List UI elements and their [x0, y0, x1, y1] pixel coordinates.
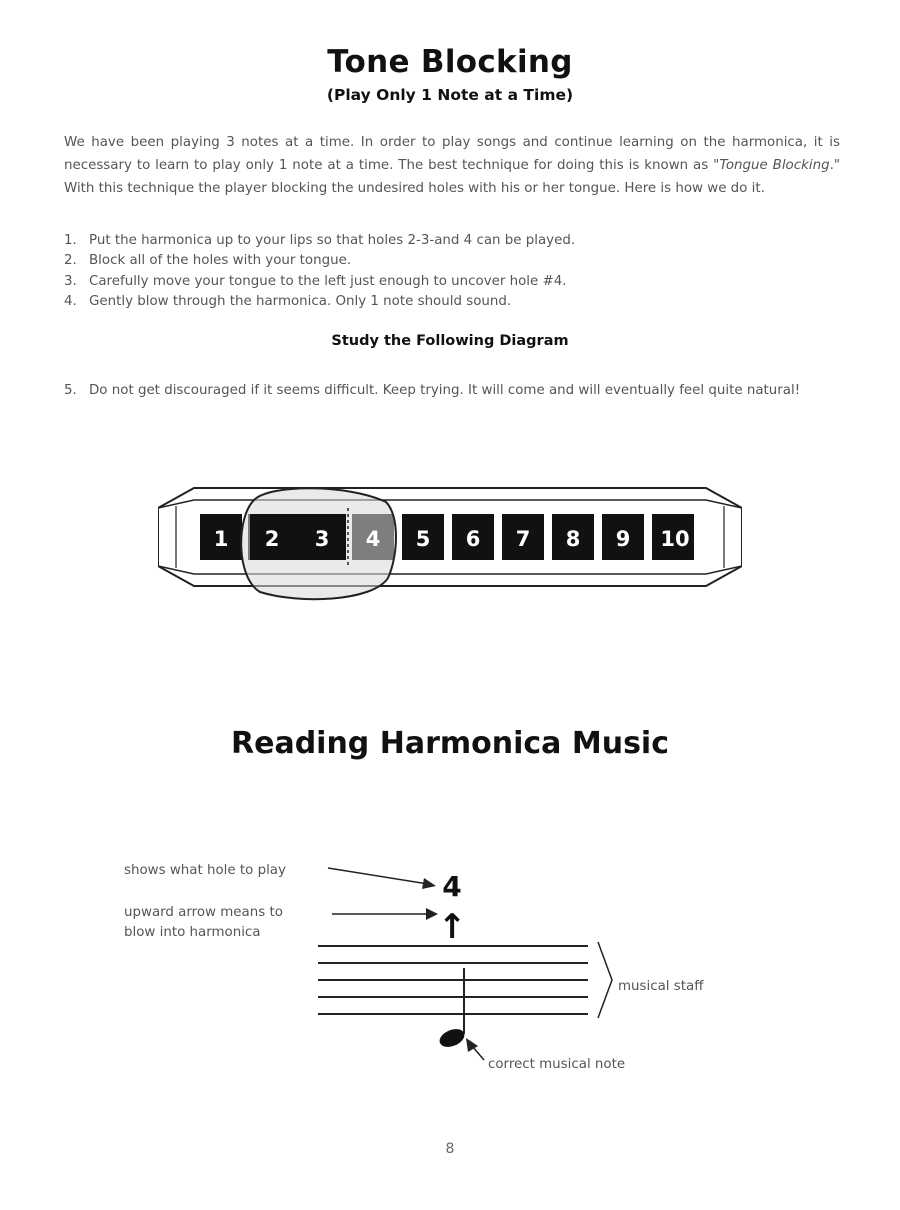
page-subtitle: (Play Only 1 Note at a Time): [326, 86, 574, 104]
step-text: Put the harmonica up to your lips so that holes 2-3-and 4 can be played.: [89, 233, 576, 248]
hole-number: 5: [415, 527, 431, 551]
intro-paragraph: [64, 131, 840, 200]
staff-diagram: [110, 850, 750, 1090]
hole-number: 8: [565, 527, 581, 551]
blow-arrow-icon: ↑: [437, 907, 467, 947]
hole-number: 3: [314, 527, 330, 551]
step-number: 4.: [64, 294, 77, 309]
intro-text-before: We have been playing 3 notes at a time. In order to play songs and continue learning on the harmonica, it is necessary to learn to play only 1 note at a time. The best technique for doing this is known as ": [64, 135, 840, 173]
study-diagram-heading: Study the Following Diagram: [331, 333, 569, 349]
step-text: Do not get discouraged if it seems difficult. Keep trying. It will come and will eventually feel quite natural!: [89, 383, 801, 398]
step-number: 3.: [64, 274, 77, 289]
step-text: Carefully move your tongue to the left just enough to uncover hole #4.: [89, 274, 567, 289]
hole-number: 7: [515, 527, 531, 551]
hole-number-symbol: 4: [442, 870, 462, 903]
note-head: [437, 1026, 467, 1051]
section-title-reading: Reading Harmonica Music: [231, 726, 669, 761]
harmonica-diagram: [158, 486, 742, 606]
label-arrow-line1: upward arrow means to: [124, 905, 283, 920]
hole-number: 9: [615, 527, 631, 551]
pointer-arrowhead-arrow: [426, 908, 438, 920]
hole-number: 1: [213, 527, 229, 551]
label-arrow-line2: blow into harmonica: [124, 925, 261, 940]
hole-number: 2: [264, 527, 280, 551]
page-title: Tone Blocking: [327, 44, 573, 80]
page-number: 8: [445, 1141, 455, 1157]
intro-term: Tongue Blocking: [719, 158, 830, 173]
label-note: correct musical note: [488, 1057, 626, 1072]
step-text: Gently blow through the harmonica. Only 1 note should sound.: [89, 294, 512, 309]
pointer-arrowhead-hole: [422, 878, 436, 889]
intro-text-after: ." With this technique the player blocking the undesired holes with his or her tongue. Here is how we do it.: [64, 158, 840, 196]
hole-number: 6: [465, 527, 481, 551]
step-number: 1.: [64, 233, 77, 248]
label-staff: musical staff: [618, 979, 704, 994]
pointer-line-hole: [328, 868, 428, 884]
label-hole: shows what hole to play: [124, 863, 286, 878]
step-text: Block all of the holes with your tongue.: [89, 253, 352, 268]
staff-bracket: [598, 942, 612, 1018]
step-number: 2.: [64, 253, 77, 268]
step-number: 5.: [64, 383, 77, 398]
hole-number: 10: [660, 527, 690, 551]
staff-lines: [318, 946, 588, 1014]
hole-number: 4: [365, 527, 381, 551]
